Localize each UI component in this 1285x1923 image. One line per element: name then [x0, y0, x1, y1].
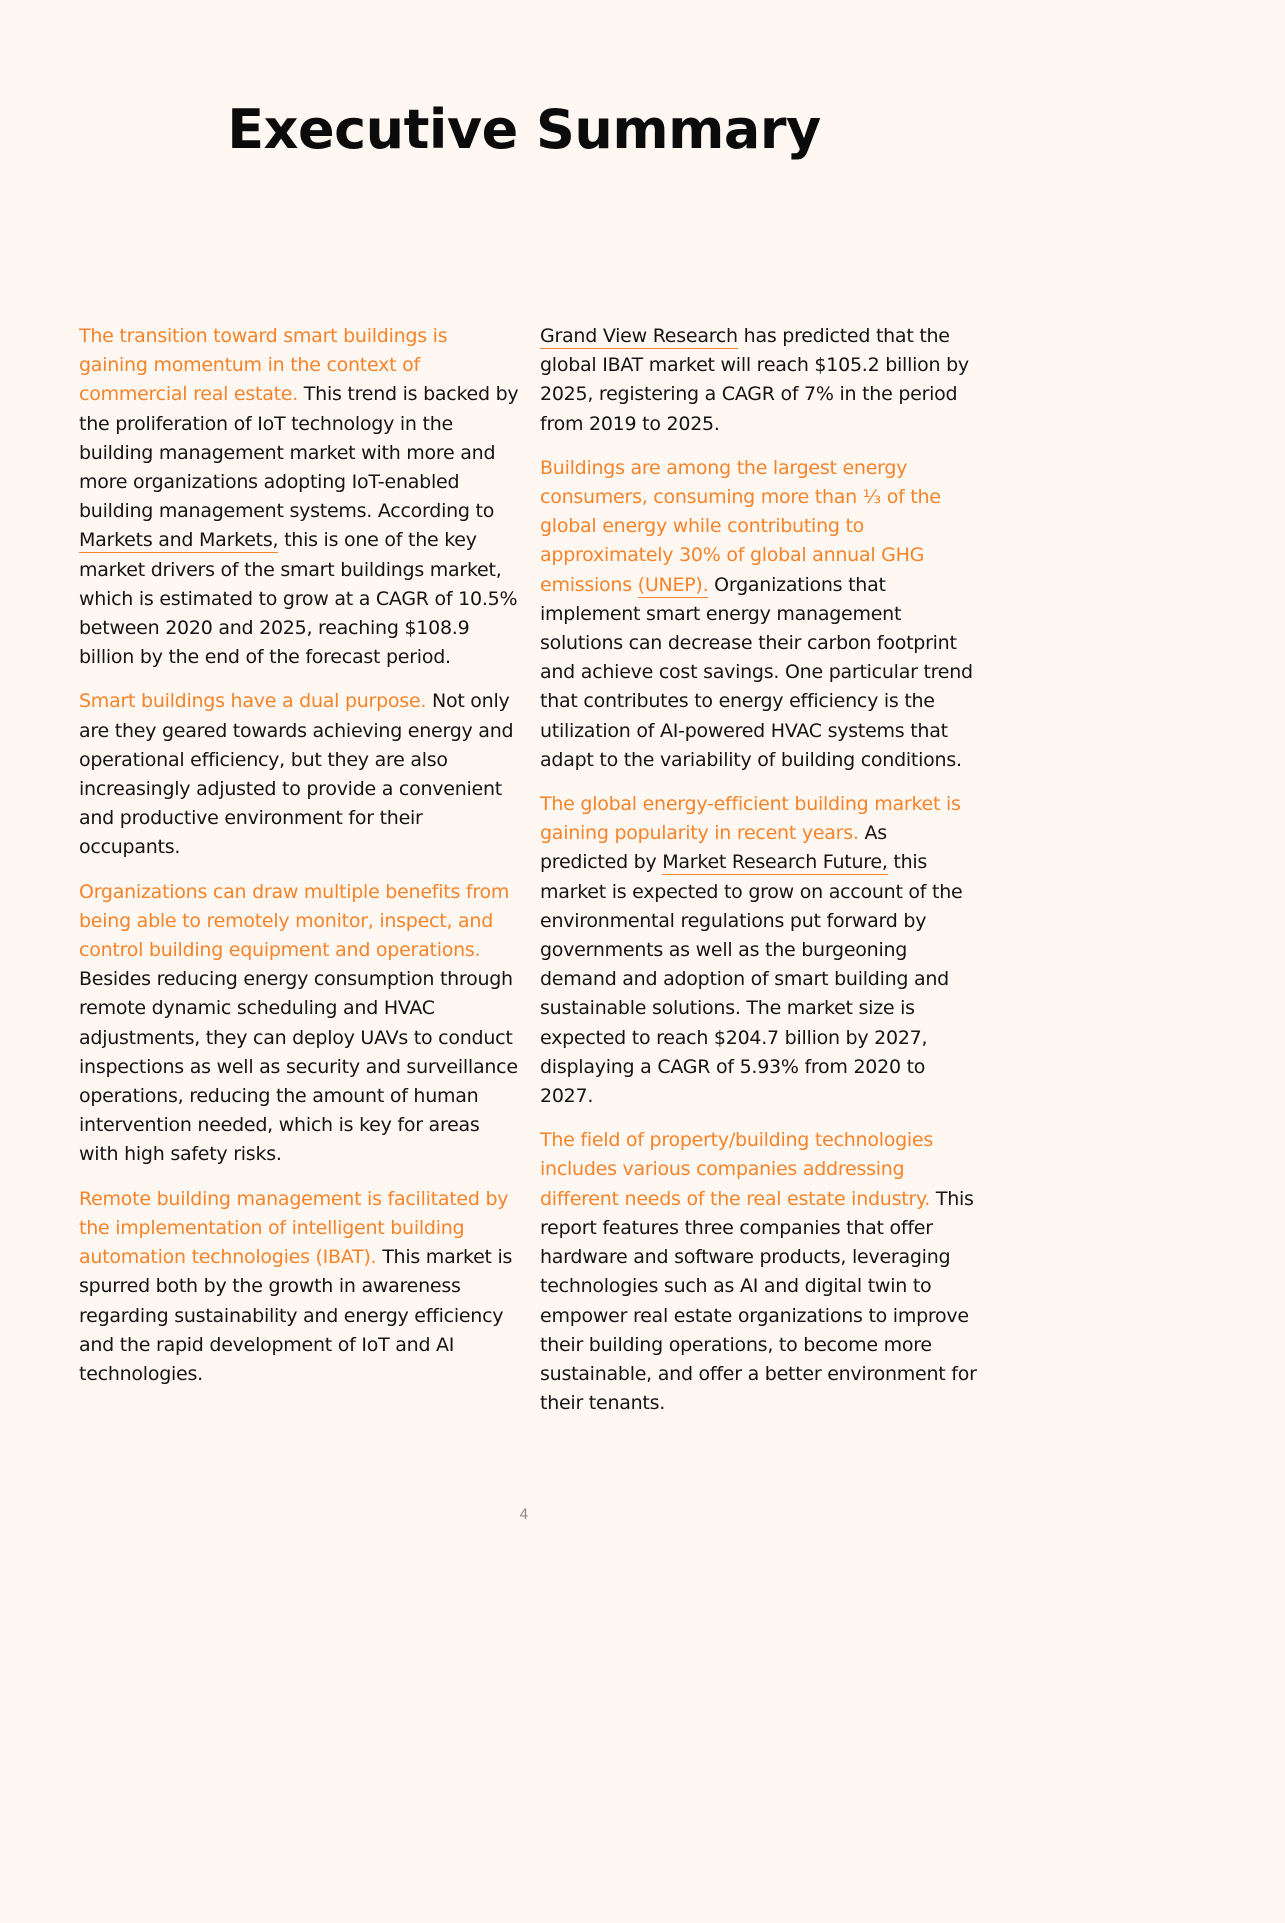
body-text: Besides reducing energy consumption through remote dynamic scheduling and HVAC adjustments, they can deploy UAVs to conduct inspections as well as security and surveillance operations, reducing the amount of human intervention needed, which is key for areas with high safety risks. — [79, 968, 518, 1166]
body-text: Organizations that implement smart energy management solutions can decrease their carbon footprint and achieve cost savings. One particular trend that contributes to energy efficiency is the utilization of AI-powered HVAC systems that adapt to the variability of building conditions. — [540, 573, 973, 771]
markets-and-markets-link[interactable]: Markets and Markets, — [79, 529, 279, 552]
highlight-text: Organizations can draw multiple benefits from being able to remotely monitor, inspect, and control building equipment and operations. — [79, 880, 510, 962]
body-text: has predicted that the global IBAT market will reach $105.2 billion by 2025, registering a CAGR of 7% in the period from 2019 to 2025. — [540, 325, 969, 435]
body-text: this is one of the key market drivers of the smart buildings market, which is estimated to grow at a CAGR of 10.5% between 2020 and 2025, reaching $108.9 billion by the end of the forecast period. — [79, 529, 518, 669]
paragraph-proptech-field — [540, 1126, 980, 1418]
unep-link[interactable]: (UNEP). — [637, 573, 709, 596]
highlight-text: The field of property/building technologies includes various companies addressing different needs of the real estate industry. — [540, 1129, 934, 1210]
right-column — [540, 322, 980, 1433]
body-text: This trend is backed by the proliferation of IoT technology in the building management market with more and more organizations adopting IoT-enabled building management systems. According to — [79, 383, 519, 523]
body-text: As predicted by — [540, 822, 887, 874]
page-number: 4 — [519, 1507, 529, 1523]
highlight-text: The transition toward smart buildings is gaining momentum in the context of commercial real estate. — [79, 325, 448, 406]
page-title: Executive Summary — [227, 98, 821, 161]
paragraph-remote-benefits — [79, 878, 519, 1170]
body-text: This report features three companies that offer hardware and software products, leveraging technologies such as AI and digital twin to empower real estate organizations to improve their building operations, to become more sustainable, and offer a better environment for their tenants. — [540, 1187, 977, 1415]
left-column — [79, 322, 519, 1404]
paragraph-ibat — [79, 1185, 519, 1389]
body-text: This market is spurred both by the growth in awareness regarding sustainability and energy efficiency and the rapid development of IoT and AI technologies. — [79, 1246, 513, 1385]
paragraph-dual-purpose — [79, 687, 519, 862]
market-research-future-link[interactable]: Market Research Future, — [662, 851, 888, 874]
body-text: Not only are they geared towards achieving energy and operational efficiency, but they are also increasingly adjusted to provide a convenient and productive environment for their occupants. — [79, 690, 514, 859]
highlight-text: Buildings are among the largest energy consumers, consuming more than ⅓ of the global energy while contributing to approximately 30% of global annual GHG emissions — [540, 456, 941, 596]
paragraph-smart-buildings-transition — [79, 322, 519, 672]
paragraph-ibat-market-forecast — [540, 322, 980, 439]
paragraph-energy-consumers — [540, 454, 980, 775]
highlight-text: Smart buildings have a dual purpose. — [79, 690, 427, 713]
paragraph-energy-efficient-market — [540, 790, 980, 1111]
highlight-text: The global energy-efficient building market is gaining popularity in recent years. — [540, 793, 961, 845]
body-text: this market is expected to grow on account of the environmental regulations put forward by governments as well as the burgeoning demand and adoption of smart building and sustainable solutions. The market size is expected to reach $204.7 billion by 2027, displaying a CAGR of 5.93% from 2020 to 2027. — [540, 851, 963, 1108]
highlight-text: Remote building management is facilitated by the implementation of intelligent building automation technologies (IBAT). — [79, 1187, 509, 1269]
grand-view-research-link[interactable]: Grand View Research — [540, 325, 738, 347]
